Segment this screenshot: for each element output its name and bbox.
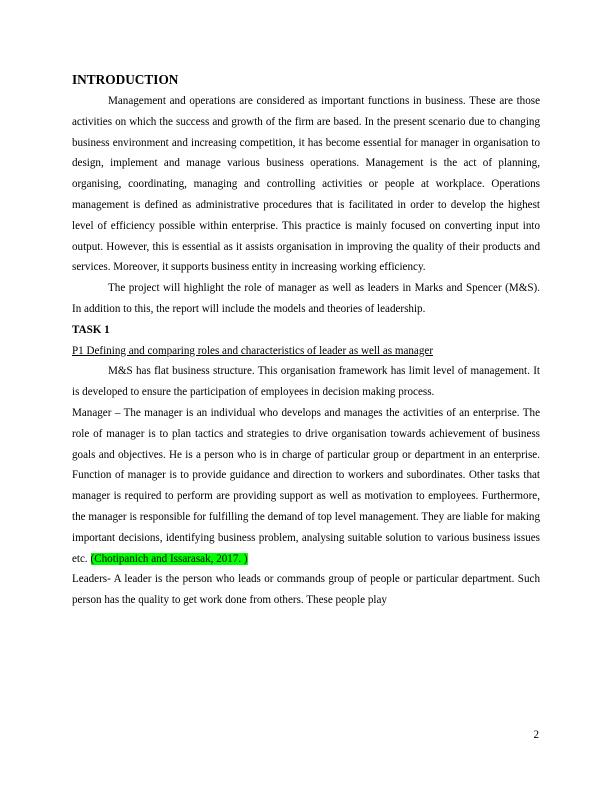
- leaders-paragraph: Leaders- A leader is the person who leads or commands group of people or particular department. Such person has the quality to get work done from others. These people play: [72, 573, 540, 607]
- introduction-heading: INTRODUCTION: [72, 72, 179, 87]
- task-1-paragraph-1: M&S has flat business structure. This organisation framework has limit level of management. It is developed to ensure the participation of employees in decision making process.: [72, 365, 540, 399]
- manager-citation: (Chotipanich and Issarasak, 2017. ): [90, 552, 248, 565]
- manager-text: Manager – The manager is an individual who develops and manages the activities of an enterprise. The role of manager is to plan tactics and strategies to drive organisation towards achievement of business goals and objectives. He is a person who is in charge of particular group or department in an enterprise. Function of manager is to provide guidance and direction to workers and subordinates. Other tasks that manager is required to perform are providing support as well as motivation to employees. Furthermore, the manager is responsible for fulfilling the demand of top level management. They are liable for making important decisions, identifying business problem, analysing suitable solution to various business issues etc.: [72, 406, 540, 565]
- introduction-paragraph-2: The project will highlight the role of manager as well as leaders in Marks and Spencer (M&S). In addition to this, the report will include the models and theories of leadership.: [72, 282, 540, 315]
- manager-paragraph: [72, 403, 540, 569]
- document-page: [72, 70, 540, 611]
- task-1-subheading: P1 Defining and comparing roles and characteristics of leader as well as manager: [72, 344, 434, 357]
- introduction-paragraph-1: Management and operations are considered as important functions in business. These are those activities on which the success and growth of the firm are based. In the present scenario due to changing business environment and increasing competition, it has become essential for manager in organisation to design, implement and manage various business operations. Management is the act of planning, organising, coordinating, managing and controlling activities or people at workplace. Operations management is defined as administrative procedures that is facilitated in order to develop the highest level of efficiency possible within enterprise. This practice is mainly focused on converting input into output. However, this is essential as it assists organisation in improving the quality of their products and services. Moreover, it supports business entity in increasing working efficiency.: [72, 95, 540, 274]
- task-1-label: TASK 1: [72, 323, 110, 336]
- page-number: 2: [533, 729, 539, 741]
